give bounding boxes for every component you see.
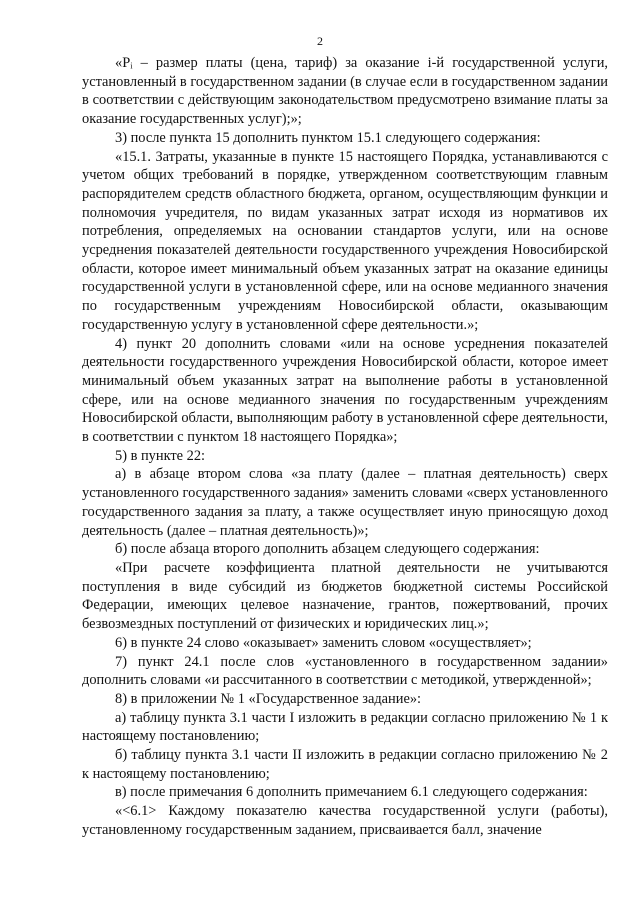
document-body (82, 54, 608, 840)
paragraph: «Pᵢ – размер платы (цена, тариф) за оказание i-й государственной услуги, установленный в государственном задании (в случае если в государственном задании в соответствии с действующим законодательством предусмотрено взимание платы за оказание государственных услуг);»; (82, 55, 608, 128)
paragraph: в) после примечания 6 дополнить примечанием 6.1 следующего содержания: (115, 784, 588, 801)
paragraph: 3) после пункта 15 дополнить пунктом 15.1 следующего содержания: (115, 129, 541, 146)
paragraph: 4) пункт 20 дополнить словами «или на основе усреднения показателей деятельности государственного учреждения Новосибирской области, которое имеет минимальный объем указанных затрат на выполнение работы в установленной сфере, или на основе медианного значения по государственным учреждениям Новосибирской области, выполняющим работу в установленной сфере деятельности, в соответствии с пунктом 18 настоящего Порядка»; (82, 335, 608, 446)
paragraph: б) таблицу пункта 3.1 части II изложить в редакции согласно приложению № 2 к настоящему постановлению; (82, 747, 608, 782)
paragraph: «При расчете коэффициента платной деятельности не учитываются поступления в виде субсидий из бюджетов бюджетной системы Российской Федерации, имеющих целевое назначение, грантов, пожертвований, прочих безвозмездных поступлений от физических и юридических лиц.»; (82, 559, 608, 633)
paragraph: а) в абзаце втором слова «за плату (далее – платная деятельность) сверх установленного государственного задания» заменить словами «сверх установленного государственного задания за плату, а также осуществляет иную приносящую доход деятельность (далее – платная деятельность)»; (82, 466, 608, 539)
page-number: 2 (317, 34, 323, 48)
paragraph: 5) в пункте 22: (115, 447, 206, 464)
paragraph: «15.1. Затраты, указанные в пункте 15 настоящего Порядка, устанавливаются с учетом общих требований в порядке, утвержденном соответствующим главным распорядителем средств областного бюджета, органом, осуществляющим функции и полномочия учредителя, по видам указанных затрат исходя из нормативов их потребления, определяемых на основании стандартов услуги, или на основе усреднения показателей деятельности государственного учреждения Новосибирской области, которое имеет минимальный объем указанных затрат на оказание единицы государственной услуги в установленной сфере, или на основе медианного значения по государственным учреждениям Новосибирской области, оказывающим государственную услугу в установленной сфере деятельности.»; (82, 148, 608, 333)
paragraph: «<6.1> Каждому показателю качества государственной услуги (работы), установленному государственным заданием, присваивается балл, значение (82, 803, 608, 838)
paragraph: 7) пункт 24.1 после слов «установленного в государственном задании» дополнить словами «и рассчитанного в соответствии с методикой, утвержденной»; (82, 653, 608, 689)
paragraph: а) таблицу пункта 3.1 части I изложить в редакции согласно приложению № 1 к настоящему постановлению; (82, 709, 608, 745)
paragraph: 6) в пункте 24 слово «оказывает» заменить словом «осуществляет»; (115, 634, 532, 651)
paragraph: 8) в приложении № 1 «Государственное задание»: (115, 690, 422, 707)
paragraph: б) после абзаца второго дополнить абзацем следующего содержания: (115, 541, 540, 558)
